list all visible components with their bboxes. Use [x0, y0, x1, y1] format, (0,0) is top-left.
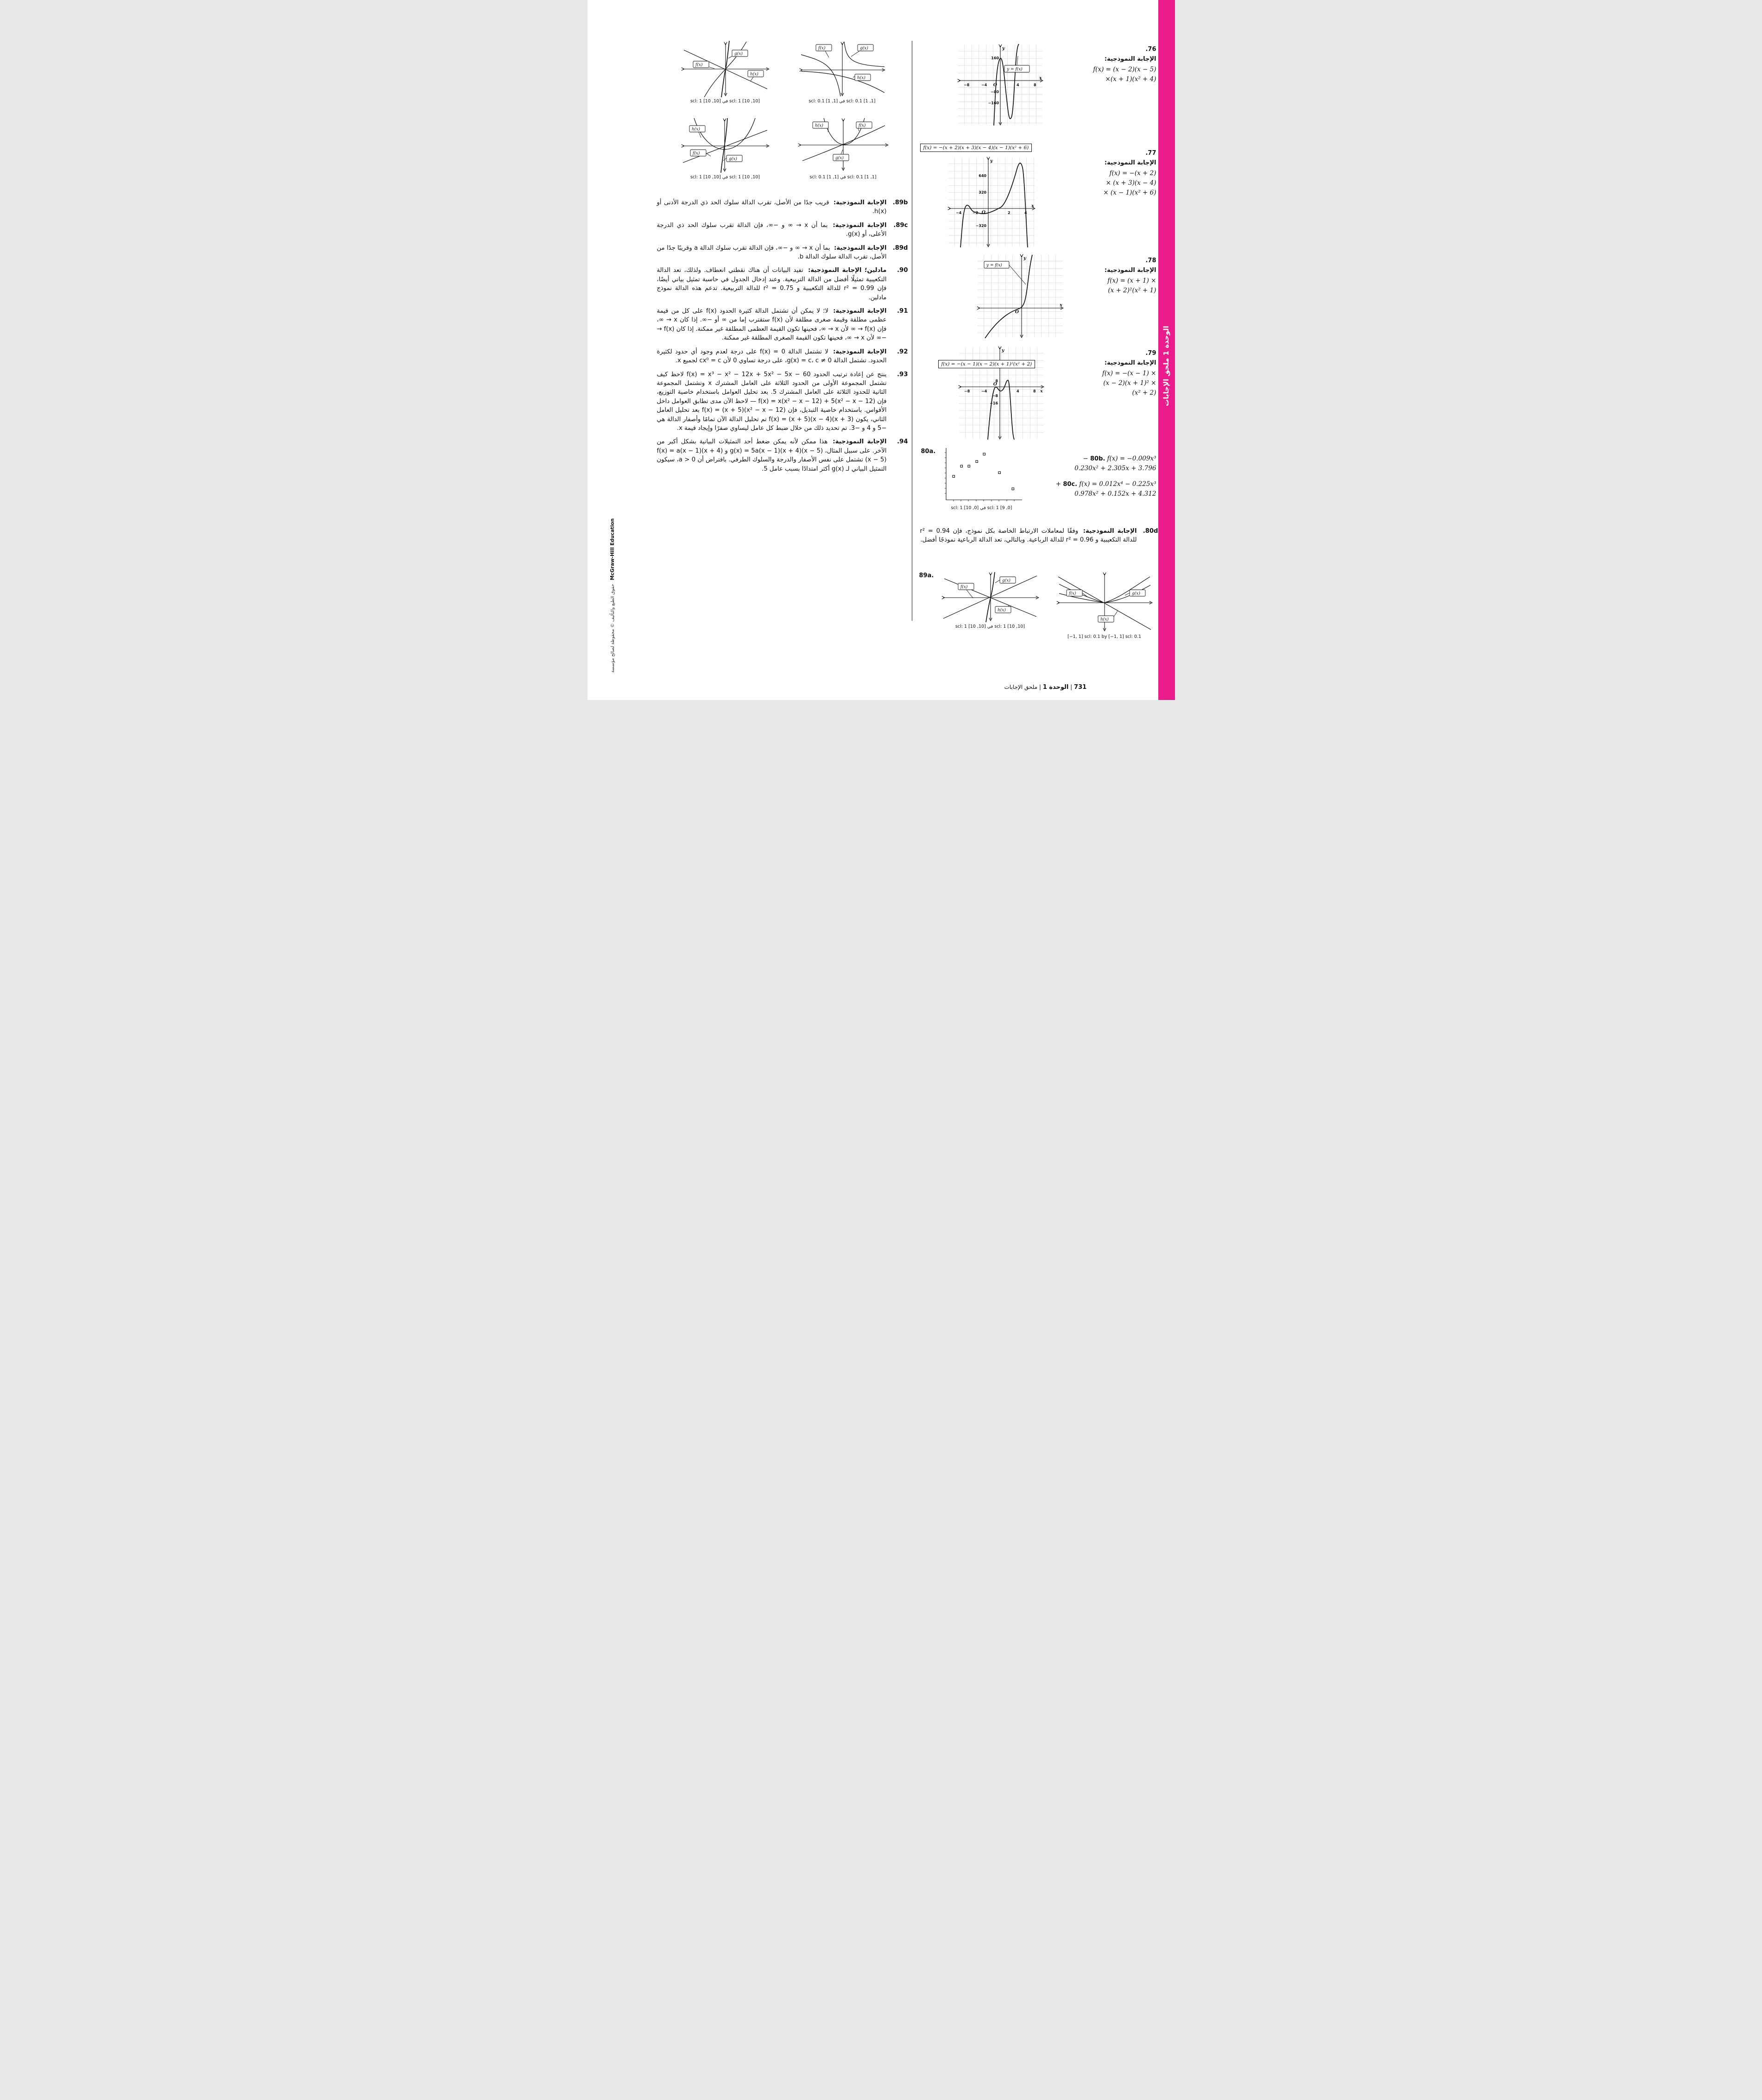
item-number: 89a.	[919, 572, 934, 579]
x-tick-label: 4	[1016, 83, 1019, 87]
f-label-callout	[693, 61, 714, 69]
g-label-callout	[833, 150, 849, 161]
graph-window-caption: [0, 9] scl: 1 في [0, 10] scl: 1	[951, 505, 1012, 511]
h-curve	[801, 71, 884, 93]
footer-separator: |	[1070, 684, 1073, 690]
x-tick-label: 8	[1033, 389, 1036, 393]
item-number: 91.	[897, 308, 908, 315]
equation-line: f(x) = (x + 1) ×	[1107, 277, 1156, 284]
calc-graph-c	[680, 117, 770, 175]
answer-79	[1049, 349, 1156, 398]
column-divider	[912, 41, 913, 621]
scatter-point	[1012, 488, 1014, 490]
graph-window-caption: [10, 10] scl: 1 في [10, 10] scl: 1	[955, 624, 1025, 629]
svg-text:g(x): g(x)	[859, 46, 868, 51]
item-number: 76.	[1145, 46, 1156, 53]
unit-side-tab-label: الوحدة 1 ملحق الإجابات	[1162, 326, 1170, 406]
svg-text:y = f(x): y = f(x)	[986, 263, 1002, 268]
answer-89b	[657, 198, 908, 216]
equation-line: 0.230x² + 2.305x + 3.796	[1074, 465, 1156, 472]
sample-answer-label: مادلين؛ الإجابة النموذجية:	[808, 267, 887, 274]
graph-77	[947, 157, 1036, 249]
boxed-equation-79: f(x) = −(x − 1)(x − 2)(x + 1)²(x² + 2)	[938, 360, 1036, 368]
svg-text:f(x): f(x)	[1068, 591, 1076, 596]
x-tick-label: 4	[1024, 211, 1027, 215]
h-label-callout	[748, 70, 764, 81]
h-label-callout	[995, 605, 1011, 613]
answer-77	[1049, 149, 1156, 198]
answer-80b	[1032, 454, 1156, 473]
h-label-callout	[1098, 611, 1118, 622]
answer-text: وفقًا لمعاملات الارتباط الخاصة بكل نموذج، فإن r² = 0.94 للدالة التكعيبية و r² = 0.96 للدالة الرباعية. وبالتالي، تعد الدالة الرباعية نموذجًا أفضل.	[920, 528, 1137, 544]
answer-89c	[657, 221, 908, 239]
x-tick-label: −4	[981, 83, 987, 87]
x-tick-label: 8	[1033, 83, 1036, 87]
svg-text:h(x): h(x)	[1100, 617, 1109, 622]
footer-section: ملحق الإجابات	[1004, 684, 1038, 690]
graph-window-caption: [10, 10] scl: 1 في [10, 10] scl: 1	[690, 99, 760, 104]
scatter-point	[998, 472, 1001, 474]
answer-91	[657, 307, 908, 343]
origin-label: O	[1015, 309, 1019, 315]
item-number: 80b.	[1090, 455, 1105, 462]
x-axis-label: x	[1040, 389, 1043, 394]
x-axis-label: x	[1059, 303, 1062, 308]
right-answer-column	[917, 39, 1158, 679]
origin-label: O	[993, 382, 997, 387]
svg-text:g(x): g(x)	[734, 51, 743, 57]
sample-answer-label: الإجابة النموذجية:	[1104, 267, 1156, 274]
y-tick-label: 160	[991, 56, 999, 60]
item-number: 78.	[1145, 257, 1156, 264]
h-label-callout	[813, 122, 828, 132]
sample-answer-label: الإجابة النموذجية:	[833, 438, 887, 446]
graph-window-caption: [10, 10] scl: 1 في [10, 10] scl: 1	[690, 175, 760, 180]
answer-text: قريب جدًا من الأصل، تقرب الدالة سلوك الحد ذي الدرجة الأدنى أو h(x).	[657, 199, 887, 215]
answer-76	[1049, 45, 1156, 84]
calc-graph-d	[797, 117, 890, 174]
graph-window-caption: [1, 1] scl: 0.1 في [1, 1] scl: 0.1	[809, 175, 877, 180]
y-tick-label: −80	[990, 90, 999, 94]
sample-answer-label: الإجابة النموذجية:	[833, 308, 887, 315]
equation-line: f(x) = −0.009x³ −	[1083, 455, 1156, 462]
page-number: 731	[1074, 684, 1087, 691]
g-curve	[721, 118, 727, 173]
svg-text:h(x): h(x)	[815, 123, 823, 128]
item-number: 79.	[1145, 350, 1156, 357]
x-axis-label: x	[1039, 76, 1042, 81]
y-tick-label: 320	[978, 190, 986, 195]
item-number: 89d.	[892, 244, 908, 252]
scatter-point	[983, 453, 985, 455]
graph-78	[977, 254, 1064, 340]
equation-line: (x + 2)²(x² + 1)	[1108, 287, 1156, 294]
sample-answer-label: الإجابة النموذجية:	[1104, 56, 1156, 63]
page-footer	[1004, 684, 1153, 691]
answer-90	[657, 266, 908, 302]
equation-line: f(x) = 0.012x⁴ − 0.225x³ +	[1055, 480, 1156, 488]
x-tick-label: −8	[963, 83, 969, 87]
answer-89d	[657, 244, 908, 262]
answer-text: ينتج عن إعادة ترتيب الحدود f(x) = x³ − x² − 12x + 5x² − 5x − 60 لاحظ كيف تشتمل المجموعة الأولى من الحدود الثلاثة على العامل المشترك x وتشتمل المجموعة الثانية للحدود الثلاثة على العامل المشترك 5. بعد تحليل العوامل باستخدام خاصية التوزيع، فإن f(x) = x(x² − x − 12) + 5(x² − x − 12) — لاحظ الآن مدى تطابق العوامل داخل الأقواس. باستخدام خاصية التبديل، فإن f(x) = (x + 5)(x² − x − 12) بعد تحليل العامل الثاني، يكون f(x) = (x + 5)(x − 4)(x + 3) تم تحليل الدالة الآن تمامًا وأصفار الدالة هي −5 و 4 و −3. تم تحديد ذلك من خلال ضبط كل عامل ليساوي صفرًا وإيجاد قيمة x.	[657, 371, 887, 432]
answer-93	[657, 370, 908, 433]
svg-text:y = f(x): y = f(x)	[1006, 67, 1023, 72]
answer-text: هذا ممكن لأنه يمكن ضغط أحد التمثيلات البيانية بشكل أكبر من الآخر. على سبيل المثال، g(x) = 5a(x − 1)(x + 4)(x − 5) و f(x) = a(x − 1)(x + 4)(x − 5) تشتمل على نفس الأصفار والدرجة والسلوك الطرفي. بافتراض أن a > 0، سيكون التمثيل البياني لـ g(x) أكثر امتدادًا بسبب عامل 5.	[657, 438, 887, 473]
sample-answer-label: الإجابة النموذجية:	[1104, 159, 1156, 166]
copyright-text: حقوق الطبع والتأليف © محفوظة لصالح مؤسسة	[610, 584, 615, 673]
f-label-callout	[816, 44, 832, 57]
svg-text:g(x): g(x)	[835, 156, 844, 161]
footer-unit: الوحدة 1	[1042, 684, 1069, 691]
sample-answer-label: الإجابة النموذجية:	[833, 221, 887, 229]
equation-line: f(x) = −(x − 1) ×	[1102, 370, 1156, 377]
f-label-callout	[958, 583, 974, 598]
g-label-callout	[723, 155, 742, 162]
equation-line: × (x − 1)(x² + 6)	[1103, 189, 1156, 196]
copyright-vertical-note	[609, 450, 616, 673]
x-tick-label: −4	[955, 211, 961, 215]
publisher-brand: McGraw-Hill Education	[609, 518, 615, 580]
item-number: 93.	[897, 371, 908, 378]
f-label-callout	[856, 122, 872, 131]
equation-line: (x − 2)(x + 1)² ×	[1103, 379, 1156, 387]
item-number: 94.	[897, 438, 908, 446]
item-number: 80a.	[921, 448, 936, 455]
answer-94	[657, 437, 908, 473]
y-tick-label: 8	[995, 379, 998, 383]
scatter-points	[953, 453, 1014, 490]
answer-92	[657, 347, 908, 366]
scatter-axes	[946, 448, 1022, 500]
svg-text:g(x): g(x)	[1002, 578, 1010, 583]
scatter-point	[960, 465, 963, 467]
answer-80d	[920, 527, 1158, 545]
sample-answer-label: الإجابة النموذجية:	[1104, 359, 1156, 366]
equation-line: f(x) = −(x + 2)	[1109, 170, 1156, 177]
svg-text:f(x): f(x)	[858, 123, 865, 128]
y-tick-label: −160	[988, 101, 999, 105]
answer-appendix-page	[587, 0, 1175, 700]
graph-window-caption: [1, 1] scl: 0.1 في [1, 1] scl: 0.1	[808, 99, 876, 104]
h-curve	[683, 130, 767, 163]
x-tick-label: 2	[1007, 211, 1010, 215]
origin-label: O	[981, 210, 985, 215]
answer-text: بما أن x → ∞ و −∞، فإن الدالة تقرب سلوك الحد ذي الدرجة الأعلى، أو g(x).	[657, 221, 887, 238]
origin-label: O	[993, 82, 997, 88]
sample-answer-label: الإجابة النموذجية:	[834, 199, 887, 206]
x-tick-label: −4	[981, 389, 987, 393]
calc-graph-b	[798, 41, 886, 99]
graph-89a-left	[941, 571, 1040, 624]
y-tick-label: 640	[978, 174, 986, 178]
svg-text:f(x): f(x)	[960, 585, 967, 590]
scatter-point	[976, 460, 978, 463]
y-tick-label: −8	[992, 394, 998, 398]
graph-76	[957, 44, 1043, 127]
svg-text:h(x): h(x)	[857, 76, 865, 81]
item-number: 89c.	[893, 221, 908, 229]
scatter-point	[968, 465, 970, 467]
y-axis-label: y	[990, 158, 993, 164]
item-number: 80d.	[1143, 528, 1158, 535]
f-curve	[943, 576, 1037, 618]
answer-80c	[1032, 479, 1156, 499]
svg-text:h(x): h(x)	[750, 72, 758, 77]
item-number: 89b.	[892, 199, 908, 206]
y-tick-label: −320	[975, 224, 986, 228]
graph-window-caption: [−1, 1] scl: 0.1 by [−1, 1] scl: 0.1	[1067, 634, 1141, 639]
g-label-callout	[728, 50, 748, 58]
svg-text:h(x): h(x)	[997, 608, 1006, 613]
answer-text: لا؛ لا يمكن أن تشتمل الدالة كثيرة الحدود f(x) على كل من قيمة عظمى مطلقة وقيمة صغرى مطلقة لأن f(x) ستقترب إما من ∞ أو −∞. إذا كان x → ∞، فإن f(x) → ∞ لأن x → ∞، فحينها تكون القيمة العظمى المطلقة غير ممكنة. إذا كان f(x) → −∞ لأن x → ∞، فحينها تكون القيمة الصغرى المطلقة غير ممكنة.	[657, 308, 887, 342]
answer-78	[1049, 256, 1156, 296]
graph-89a-right	[1055, 571, 1154, 634]
answer-text: بما أن x → ∞ و −∞، فإن الدالة تقرب سلوك الدالة a وقريبًا جدًا من الأصل، تقرب الدالة سلوك الدالة b.	[657, 244, 887, 261]
footer-separator: |	[1039, 684, 1041, 690]
equation-line: f(x) = (x − 2)(x − 5)	[1093, 66, 1156, 73]
axis-ticks	[945, 453, 1014, 501]
equation-line: 0.978x² + 0.152x + 4.312	[1074, 490, 1156, 498]
svg-text:h(x): h(x)	[691, 127, 700, 132]
left-answer-column	[657, 198, 908, 478]
g-label-callout	[995, 577, 1016, 583]
scatter-plot-80a	[940, 446, 1024, 505]
equation-line: × (x + 3)(x − 4)	[1105, 179, 1156, 187]
g-label-callout	[851, 44, 873, 57]
x-tick-label: −2	[972, 211, 978, 215]
y-axis-label: y	[1023, 256, 1026, 261]
sample-answer-label: الإجابة النموذجية:	[1083, 528, 1137, 535]
svg-text:f(x): f(x)	[695, 63, 702, 68]
x-axis-label: x	[1031, 203, 1034, 208]
f-curve	[801, 55, 840, 96]
scatter-point	[953, 475, 955, 478]
y-axis-label: y	[1002, 46, 1005, 51]
svg-text:g(x): g(x)	[1131, 591, 1140, 596]
sample-answer-label: الإجابة النموذجية:	[834, 244, 887, 252]
x-tick-label: 4	[1016, 389, 1019, 393]
svg-text:f(x): f(x)	[818, 46, 825, 51]
item-number: 77.	[1145, 150, 1156, 157]
calc-graph-a	[680, 41, 770, 99]
y-axis-label: y	[1001, 348, 1004, 353]
y-tick-label: −16	[989, 401, 998, 405]
answer-text: لا تشتمل الدالة f(x) = 0 على درجة لعدم وجود أي حدود لكثيرة الحدود. تشتمل الدالة g(x) = c، c ≠ 0، على درجة تساوي 0 لأن cx⁰ = c لجميع x.	[657, 348, 887, 365]
answer-text: تفيد البيانات أن هناك نقطتي انعطاف. ولذلك، تعد الدالة التكعيبية تمثيلًا أفضل من الدالة التربيعية. وعند إدخال الجدول في حاسبة تمثيل بياني أيضًا، فإن r² = 0.99 للدالة التكعيبية و r² = 0.75 للدالة التربيعية. تدعم هذه الدالة نموذج مادلين.	[657, 267, 887, 301]
item-number: 90.	[897, 267, 908, 274]
item-number: 92.	[897, 348, 908, 355]
svg-text:g(x): g(x)	[728, 157, 737, 162]
equation-line: ×(x + 1)(x² + 4)	[1105, 76, 1156, 83]
boxed-equation-77: f(x) = −(x + 2)(x + 3)(x − 4)(x − 1)(x² + 6)	[920, 144, 1032, 152]
h-label-callout	[853, 74, 871, 81]
sample-answer-label: الإجابة النموذجية:	[833, 348, 887, 355]
equation-line: (x² + 2)	[1132, 389, 1156, 397]
item-number: 80c.	[1063, 481, 1078, 488]
x-tick-label: −8	[964, 389, 970, 393]
svg-text:f(x): f(x)	[692, 151, 700, 156]
